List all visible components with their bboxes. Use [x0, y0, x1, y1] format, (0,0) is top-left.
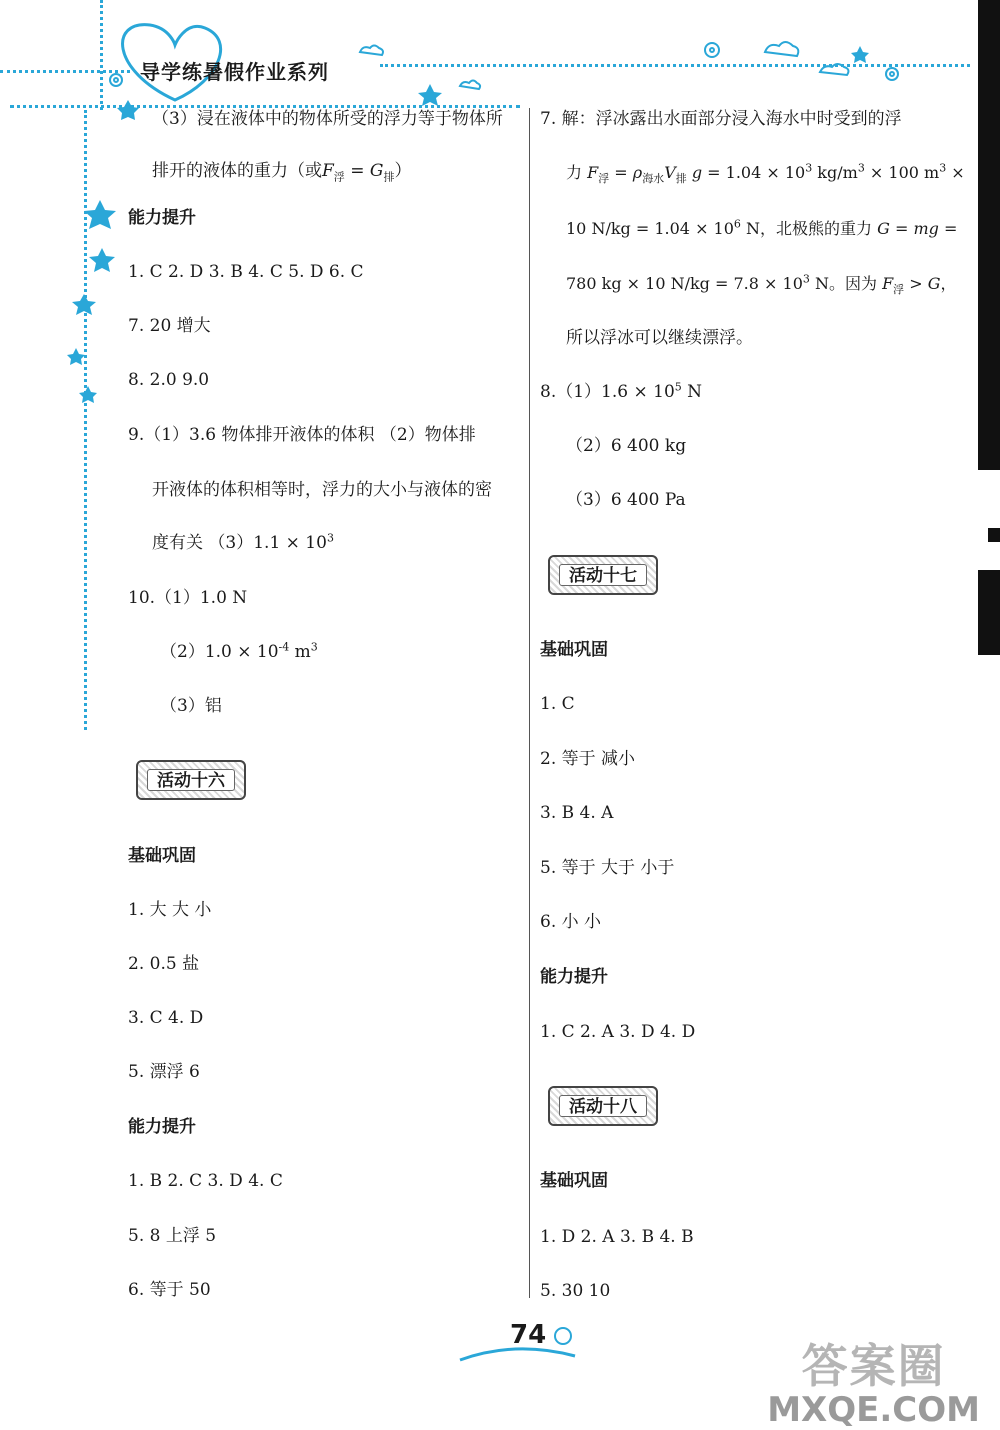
superscript: -4 — [278, 640, 290, 654]
answer-line: （3）浸在液体中的物体所受的浮力等于物体所 — [152, 109, 503, 129]
text: 10 N/kg = 1.04 × 10 — [566, 219, 734, 238]
answer-line: 6. 小 小 — [540, 912, 602, 932]
text: = — [889, 219, 914, 238]
answer-line: 8. 2.0 9.0 — [128, 370, 210, 390]
text: 力 — [566, 163, 588, 182]
answer-line: 开液体的体积相等时，浮力的大小与液体的密 — [152, 480, 492, 500]
text: kg/m — [812, 163, 858, 182]
answer-line: 10.（1）1.0 N — [128, 588, 248, 608]
symbol: F — [322, 161, 334, 181]
superscript: 6 — [733, 217, 741, 231]
activity-badge-label: 活动十八 — [559, 1095, 647, 1117]
answer-line: 5. 漂浮 6 — [128, 1062, 200, 1082]
activity-badge — [548, 1086, 658, 1126]
answer-line — [152, 532, 334, 554]
margin-dotted-line — [100, 0, 103, 110]
answer-line: 7. 20 增大 — [128, 316, 211, 336]
subscript: 浮 — [333, 170, 345, 184]
superscript: 3 — [310, 640, 318, 654]
superscript: 3 — [939, 161, 947, 175]
answer-line: 7. 解：浮冰露出水面部分浸入海水中时受到的浮 — [540, 109, 902, 129]
answer-line: 1. D 2. A 3. B 4. B — [540, 1227, 694, 1247]
activity-badge-label: 活动十七 — [559, 564, 647, 586]
text: ） — [394, 161, 412, 181]
answer-line: 5. 30 10 — [540, 1281, 611, 1301]
answer-line: 1. 大 大 小 — [128, 900, 212, 920]
text: = — [938, 219, 958, 238]
answer-line — [566, 162, 965, 184]
answer-line: 所以浮冰可以继续漂浮。 — [566, 328, 753, 348]
symbol: mg — [913, 219, 939, 238]
section-heading: 基础巩固 — [540, 1171, 608, 1191]
text: ， — [940, 274, 957, 293]
page-number: 74 — [510, 1320, 547, 1350]
answer-line: 2. 等于 减小 — [540, 749, 636, 769]
watermark-logo: 答案圈 — [801, 1339, 946, 1393]
edge-tab — [978, 0, 1000, 470]
answer-line — [160, 641, 318, 663]
header-dotted-line — [0, 70, 130, 73]
column-divider — [529, 108, 530, 1298]
section-heading: 基础巩固 — [540, 640, 608, 660]
answer-line: 1. C 2. A 3. D 4. D — [540, 1022, 696, 1042]
answer-line: 3. C 4. D — [128, 1008, 204, 1028]
header-dotted-line — [380, 64, 970, 67]
edge-tab — [988, 528, 1000, 542]
section-heading: 能力提升 — [128, 1117, 196, 1137]
answer-line: 9.（1）3.6 物体排开液体的体积 （2）物体排 — [128, 425, 476, 445]
subscript: 排 — [675, 172, 687, 186]
activity-badge-label: 活动十六 — [147, 769, 235, 791]
symbol: ρ — [632, 163, 643, 182]
text: = — [344, 161, 370, 181]
subscript: 浮 — [893, 283, 905, 297]
text: × — [946, 163, 965, 182]
symbol: V — [664, 163, 676, 182]
answer-line — [566, 273, 957, 295]
answer-line: 3. B 4. A — [540, 803, 614, 823]
activity-badge — [548, 555, 658, 595]
subscript: 海水 — [642, 172, 665, 186]
answer-line — [566, 218, 957, 240]
symbol: G — [369, 161, 384, 181]
superscript: 3 — [857, 161, 865, 175]
superscript: 3 — [802, 272, 810, 286]
answer-line: （3）铝 — [160, 696, 222, 716]
superscript: 5 — [674, 380, 682, 394]
answer-line: 2. 0.5 盐 — [128, 954, 200, 974]
margin-stars — [60, 190, 130, 410]
symbol: F — [882, 274, 894, 293]
text: × 100 m — [864, 163, 940, 182]
section-heading: 能力提升 — [128, 208, 196, 228]
text: N，北极熊的重力 — [740, 219, 878, 238]
series-title: 导学练暑假作业系列 — [140, 60, 329, 84]
text: = — [609, 163, 633, 182]
answer-line: 1. B 2. C 3. D 4. C — [128, 1171, 283, 1191]
text: （2）1.0 × 10 — [160, 642, 279, 662]
superscript: 3 — [805, 161, 813, 175]
answer-line: 5. 8 上浮 5 — [128, 1226, 217, 1246]
answer-line: （3）6 400 Pa — [566, 490, 686, 510]
answer-line: （2）6 400 kg — [566, 436, 687, 456]
text: = 1.04 × 10 — [702, 163, 806, 182]
watermark — [767, 1330, 980, 1430]
superscript: 3 — [326, 531, 334, 545]
text: 8.（1）1.6 × 10 — [540, 382, 675, 402]
section-heading: 能力提升 — [540, 967, 608, 987]
text: > — [904, 274, 928, 293]
watermark-url: MXQE.COM — [767, 1390, 980, 1430]
text: N。因为 — [809, 274, 883, 293]
subscript: 浮 — [598, 172, 610, 186]
text: 排开的液体的重力（或 — [152, 161, 322, 181]
symbol: G — [927, 274, 941, 293]
symbol: G — [877, 219, 890, 238]
answer-line — [152, 160, 411, 182]
subscript: 排 — [383, 170, 395, 184]
text: m — [289, 642, 311, 662]
answer-line — [540, 381, 702, 403]
text: 780 kg × 10 N/kg = 7.8 × 10 — [566, 274, 803, 293]
symbol: F — [587, 163, 599, 182]
text: 度有关 （3）1.1 × 10 — [152, 533, 327, 553]
answer-line: 1. C 2. D 3. B 4. C 5. D 6. C — [128, 262, 364, 282]
answer-line: 1. C — [540, 694, 575, 714]
section-heading: 基础巩固 — [128, 846, 196, 866]
answer-line: 5. 等于 大于 小于 — [540, 858, 675, 878]
text: N — [681, 382, 703, 402]
symbol: g — [686, 163, 703, 182]
activity-badge — [136, 760, 246, 800]
edge-tab — [978, 570, 1000, 655]
answer-line: 6. 等于 50 — [128, 1280, 211, 1300]
